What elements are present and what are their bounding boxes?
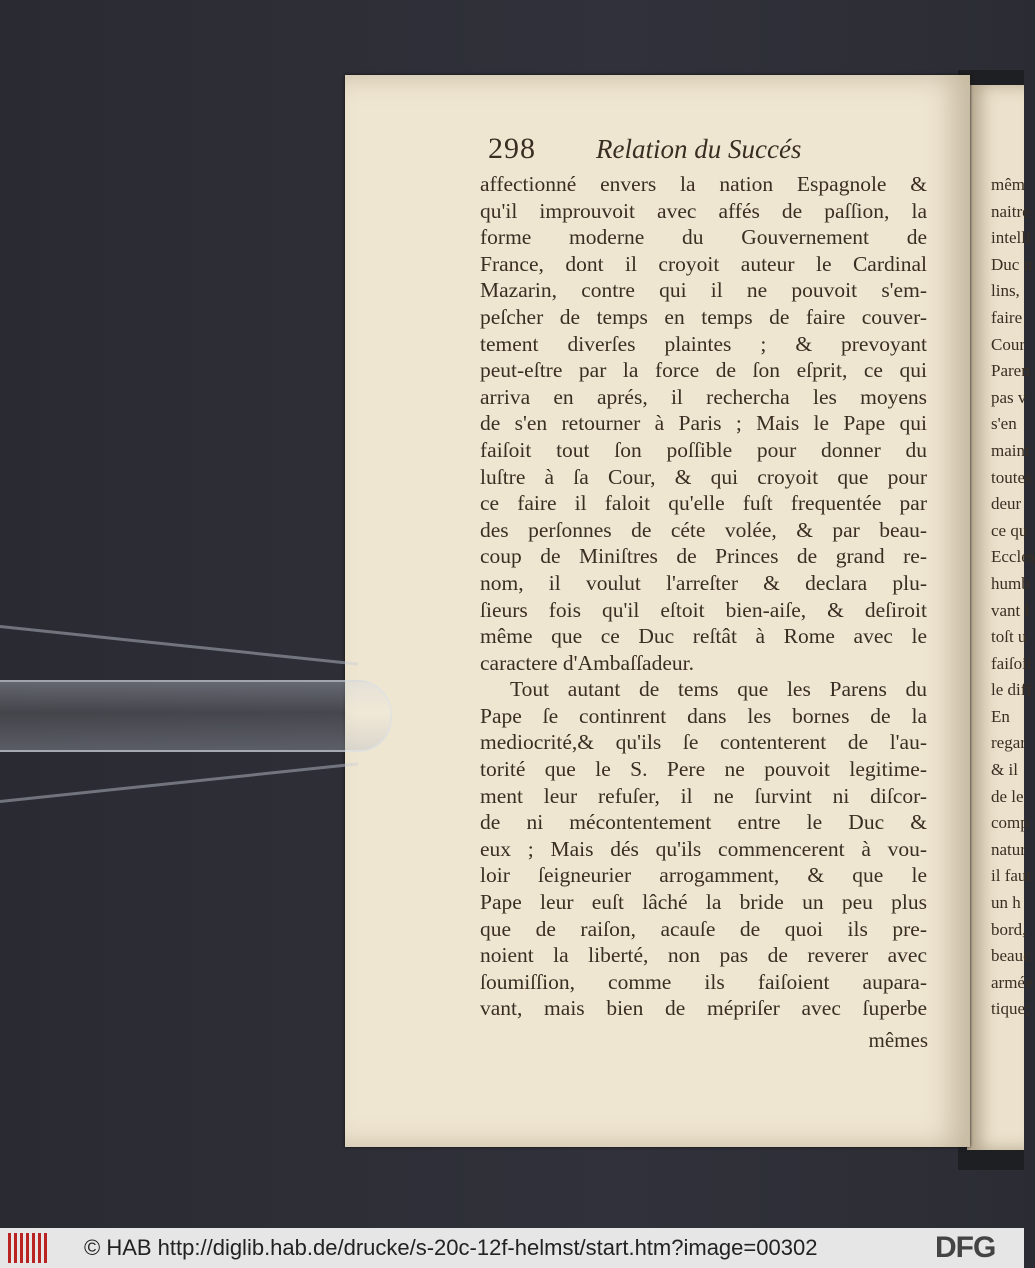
facing-page-fragment: tique; bbox=[991, 999, 1030, 1019]
text-line: coup de Miniſtres de Princes de grand re- bbox=[480, 544, 927, 569]
facing-page-fragment: toſt u bbox=[991, 627, 1027, 647]
text-line: qu'il improuvoit avec affés de paſſion, la bbox=[480, 198, 927, 223]
facing-page-fragment: En bbox=[991, 706, 1010, 726]
text-line: faiſoit tout ſon poſſible pour donner du bbox=[480, 437, 927, 462]
facing-page-fragment: intelli bbox=[991, 228, 1031, 248]
facing-page-fragment: comp bbox=[991, 813, 1029, 833]
facing-page-fragment: humb bbox=[991, 573, 1030, 593]
text-line: de ni mécontentement entre le Duc & bbox=[480, 810, 927, 835]
facing-page-fragment: Eccles bbox=[991, 547, 1035, 567]
text-line: eux ; Mais dés qu'ils commencerent à vou- bbox=[480, 836, 927, 861]
text-line: arriva en aprés, il rechercha les moyens bbox=[480, 384, 927, 409]
facing-page-fragment: Duc n bbox=[991, 254, 1033, 274]
facing-page-fragment: vant l bbox=[991, 600, 1030, 620]
facing-page-fragment: toutes bbox=[991, 467, 1032, 487]
text-line: loir ſeigneurier arrogamment, & que le bbox=[480, 863, 927, 888]
text-line: même que ce Duc reſtât à Rome avec le bbox=[480, 624, 927, 649]
text-line: ſieurs fois qu'il eſtoit bien-aiſe, & deſiroit bbox=[480, 597, 927, 622]
catchword: mêmes bbox=[868, 1028, 928, 1052]
text-line: ment leur refuſer, il ne ſurvint ni diſcor- bbox=[480, 783, 927, 808]
facing-page-fragment: mêm bbox=[991, 175, 1025, 194]
facing-page-fragment: maint bbox=[991, 440, 1030, 460]
text-line: de s'en retourner à Paris ; Mais le Pape qui bbox=[480, 411, 927, 436]
text-line: des perſonnes de céte volée, & par beau- bbox=[480, 517, 927, 542]
glass-rod bbox=[0, 680, 392, 752]
facing-page-fragment: beauc bbox=[991, 946, 1031, 966]
facing-page-fragment: natur bbox=[991, 839, 1026, 859]
facing-page-fragment: pas v bbox=[991, 387, 1027, 407]
page-number: 298 bbox=[488, 132, 536, 165]
text-line: peut-eſtre par la force de ſon eſprit, ce qui bbox=[480, 358, 927, 383]
facing-page-fragment: Paren bbox=[991, 361, 1030, 381]
text-line: torité que le S. Pere ne pouvoit legitime- bbox=[480, 757, 927, 782]
text-line: nom, il voulut l'arreſter & declara plu- bbox=[480, 570, 927, 595]
facing-page-fragment: deur bbox=[991, 494, 1022, 514]
text-line: France, dont il croyoit auteur le Cardinal bbox=[480, 251, 927, 276]
footer-credit-link[interactable]: © HAB http://diglib.hab.de/drucke/s-20c-12f-helmst/start.htm?image=00302 bbox=[84, 1235, 818, 1260]
facing-page-fragment: regar bbox=[991, 733, 1026, 753]
text-line: tement diverſes plaintes ; & prevoyant bbox=[480, 331, 927, 356]
text-line: que de raiſon, acauſe de quoi ils pre- bbox=[480, 916, 927, 941]
facing-page-fragment: il faut bbox=[991, 866, 1032, 886]
text-line: noient la liberté, non pas de reverer avec bbox=[480, 943, 927, 968]
facing-page-fragment: lins, bbox=[991, 281, 1020, 301]
text-line: Mazarin, contre qui il ne pouvoit s'em- bbox=[480, 278, 927, 303]
running-title: Relation du Succés bbox=[596, 134, 802, 164]
text-line: vant, mais bien de mépriſer avec ſuperbe bbox=[480, 996, 927, 1021]
facing-page bbox=[967, 85, 1035, 1150]
facing-page-fragment: bord, bbox=[991, 919, 1027, 939]
dfg-logo: DFG bbox=[935, 1231, 996, 1264]
facing-page-fragment: de le bbox=[991, 786, 1024, 806]
facing-page-fragment: s'en bbox=[991, 414, 1017, 434]
facing-page-fragment: naitre bbox=[991, 201, 1030, 221]
text-line: luſtre à ſa Cour, & qui croyoit que pour bbox=[480, 464, 927, 489]
facing-page-fragment: armée bbox=[991, 972, 1033, 992]
text-line: Tout autant de tems que les Parens du bbox=[510, 677, 927, 702]
barcode-icon bbox=[8, 1233, 48, 1263]
body-text bbox=[480, 171, 927, 1022]
text-line: Pape ſe continrent dans les bornes de la bbox=[480, 703, 927, 728]
facing-page-fragment: faire bbox=[991, 307, 1023, 327]
text-line: affectionné envers la nation Espagnole & bbox=[480, 172, 927, 196]
facing-page-fragment: le diff bbox=[991, 680, 1032, 700]
facing-page-fragment: Cour bbox=[991, 334, 1025, 354]
text-line: Pape leur euſt lâché la bride un peu plus bbox=[480, 890, 927, 915]
facing-page-fragment: & il bbox=[991, 760, 1018, 780]
facing-page-fragment: ce qu bbox=[991, 520, 1028, 540]
text-line: caractere d'Ambaſſadeur. bbox=[480, 650, 694, 675]
facing-page-fragment: faiſoit bbox=[991, 653, 1032, 673]
text-line: ſoumiſſion, comme ils faiſoient aupara- bbox=[480, 969, 927, 994]
text-line: ce faire il faloit qu'elle fuſt frequentée par bbox=[480, 491, 927, 516]
text-line: peſcher de temps en temps de faire couver- bbox=[480, 304, 927, 329]
text-line: forme moderne du Gouvernement de bbox=[480, 225, 927, 250]
footer-bar bbox=[0, 1228, 1024, 1268]
facing-page-fragment: un h bbox=[991, 893, 1021, 913]
facing-page-text bbox=[967, 172, 1035, 1023]
text-line: mediocrité,& qu'ils ſe contenterent de l'au- bbox=[480, 730, 927, 755]
page-header bbox=[488, 132, 928, 172]
